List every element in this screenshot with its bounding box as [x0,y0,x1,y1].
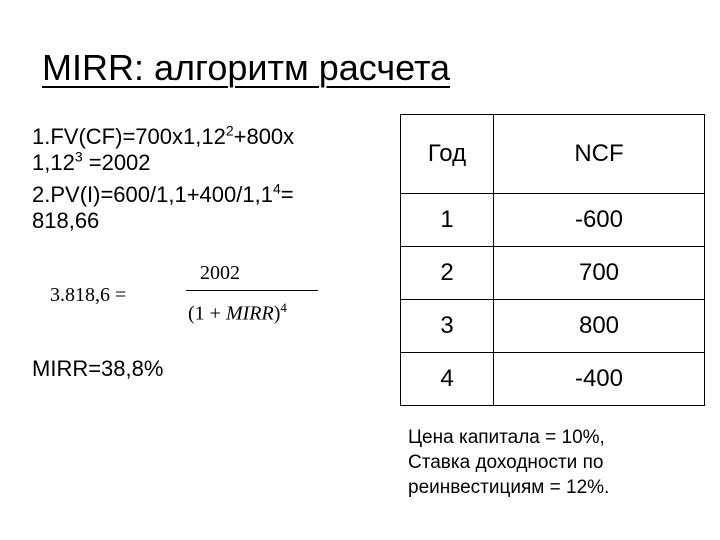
table-row [401,194,705,247]
cell-ncf: 800 [494,300,705,353]
note-line: Цена капитала = 10%, [408,427,605,448]
step-1 [32,124,362,176]
table-header-row [401,115,705,194]
step-1-result: =2002 [82,150,151,175]
step-2-text: 2.PV(I)=600/1,1+400/1,1 [32,182,273,207]
step-1-text-line2: 1,12 [32,150,75,175]
denominator-variable: MIRR [225,302,274,325]
header-year: Год [401,115,494,194]
cell-ncf: -400 [494,353,705,406]
calculation-steps [32,124,362,240]
denominator-close: ) [273,302,281,325]
mirr-equation [50,262,300,326]
table-row [401,353,705,406]
slide-title: MIRR: алгоритм расчета [42,47,451,88]
note-line: реинвестициям = 12%. [408,477,610,498]
denominator-exponent: 4 [280,300,287,315]
step-1-text: 1.FV(CF)=700x1,12 [32,124,226,149]
table-row [401,300,705,353]
cell-year: 1 [401,194,494,247]
equation-numerator: 2002 [200,262,240,284]
step-1-exponent: 2 [225,122,234,139]
step-2 [32,182,362,234]
assumptions-note [408,425,708,500]
header-ncf: NCF [494,115,705,194]
table-row [401,247,705,300]
step-2-result: 818,66 [32,208,100,233]
cell-year: 2 [401,247,494,300]
cash-flow-table [400,114,705,406]
mirr-result: MIRR=38,8% [32,356,164,381]
fraction-bar [186,290,318,291]
cell-year: 4 [401,353,494,406]
equation-denominator [188,300,287,326]
note-line: Ставка доходности по [408,452,604,473]
step-2-text-mid: = [280,182,294,207]
step-1-text-mid: +800x [233,124,295,149]
step-2-exponent: 4 [272,180,281,197]
denominator-open: (1 + [188,302,226,325]
equation-lhs: 3.818,6 = [50,284,127,306]
cell-year: 3 [401,300,494,353]
cell-ncf: -600 [494,194,705,247]
cell-ncf: 700 [494,247,705,300]
step-1-exponent-2: 3 [74,148,83,165]
